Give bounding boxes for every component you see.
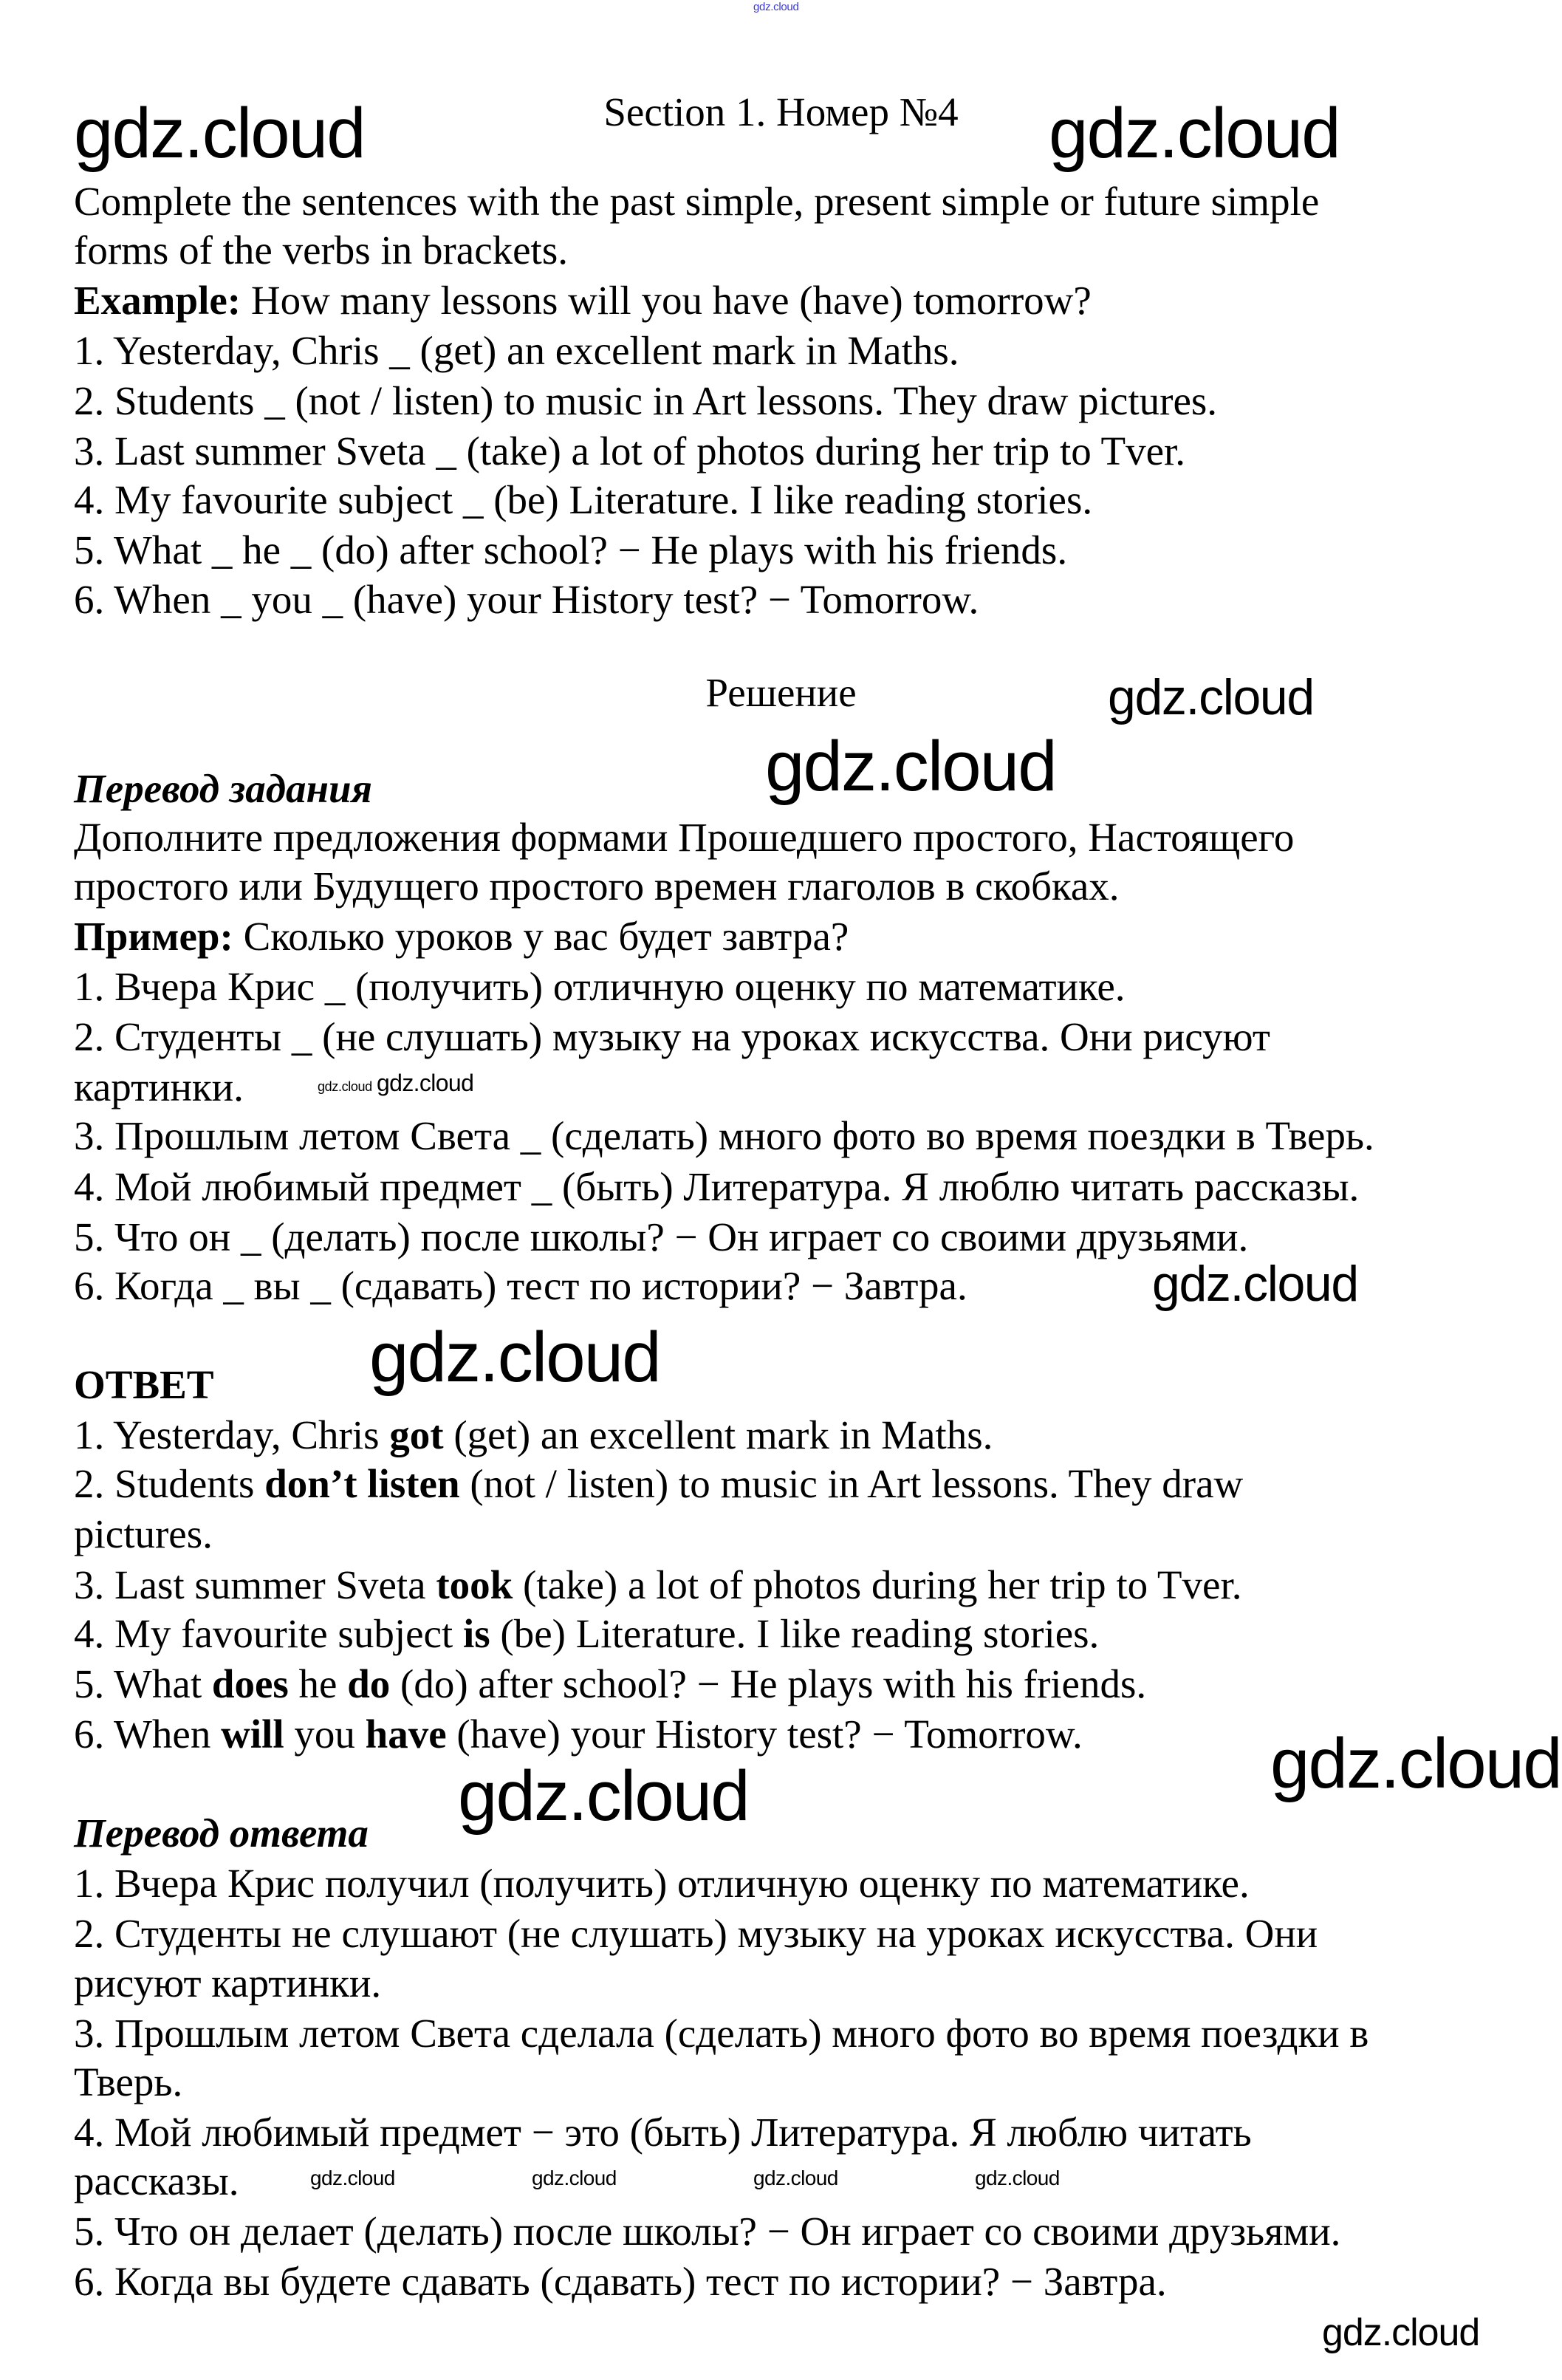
text-segment: 1. Вчера Крис _ (получить) отличную оценку по математике. — [74, 964, 1126, 1009]
text-segment: 6. Когда вы будете сдавать (сдавать) тест по истории? − Завтра. — [74, 2259, 1167, 2304]
watermark: gdz.cloud — [532, 2167, 617, 2189]
watermark: gdz.cloud — [975, 2167, 1060, 2189]
answer-translation-line — [74, 1958, 381, 2008]
translation-line — [74, 1261, 967, 1311]
text-segment: 6. Когда _ вы _ (сдавать) тест по истории? − Завтра. — [74, 1263, 967, 1308]
watermark: gdz.cloud — [1108, 669, 1314, 725]
task-line — [74, 376, 1217, 426]
page-title: Section 1. Номер №4 — [603, 89, 959, 134]
bold-text: have — [365, 1712, 447, 1757]
answers-line — [74, 1609, 1099, 1659]
text-segment: (take) a lot of photos during her trip to Tver. — [513, 1562, 1242, 1607]
text-segment: 5. What _ he _ (do) after school? − He plays with his friends. — [74, 527, 1068, 572]
translation-line — [74, 962, 1126, 1012]
solution-heading: Решение — [705, 670, 857, 715]
answer-translation-line — [74, 2257, 1167, 2307]
text-segment: 5. Что он делает (делать) после школы? − Он играет со своими друзьями. — [74, 2209, 1341, 2254]
watermark: gdz.cloud — [318, 1079, 372, 1094]
text-segment: 4. Мой любимый предмет − это (быть) Литература. Я люблю читать — [74, 2110, 1252, 2155]
answers-line — [74, 1560, 1241, 1610]
translation-line — [74, 1062, 244, 1112]
text-segment: 2. Студенты не слушают (не слушать) музыку на уроках искусства. Они — [74, 1911, 1318, 1956]
task-line — [74, 276, 1092, 326]
answer-translation-line — [74, 2206, 1340, 2257]
text-segment: (be) Literature. I like reading stories. — [490, 1611, 1100, 1656]
text-segment: 2. Students — [74, 1461, 265, 1506]
watermark: gdz.cloud — [1152, 1256, 1358, 1312]
watermark: gdz.cloud — [377, 1070, 474, 1096]
watermark: gdz.cloud — [1322, 2311, 1480, 2354]
text-segment: forms of the verbs in brackets. — [74, 228, 568, 273]
task-line — [74, 575, 979, 625]
watermark: gdz.cloud — [765, 727, 1056, 806]
answers-line — [74, 1459, 1243, 1509]
translation-line — [74, 1012, 1270, 1062]
answer-translation-line — [74, 2057, 182, 2107]
text-segment: 4. My favourite subject _ (be) Literature. I like reading stories. — [74, 477, 1093, 522]
text-segment: 3. Прошлым летом Света сделала (сделать) много фото во время поездки в — [74, 2011, 1369, 2056]
text-segment: 2. Студенты _ (не слушать) музыку на уроках искусства. Они рисуют — [74, 1014, 1270, 1059]
text-segment: простого или Будущего простого времен глаголов в скобках. — [74, 864, 1120, 909]
task-line — [74, 326, 959, 376]
text-segment: 6. When — [74, 1712, 222, 1757]
watermark: gdz.cloud — [369, 1318, 660, 1397]
text-segment: 2. Students _ (not / listen) to music in Art lessons. They draw pictures. — [74, 378, 1218, 423]
translation-line — [74, 912, 849, 962]
text-segment: (not / listen) to music in Art lessons. They draw — [459, 1461, 1244, 1506]
watermark: gdz.cloud — [74, 94, 365, 173]
task-line — [74, 225, 568, 276]
answer-translation-line — [74, 2008, 1369, 2059]
bold-text: do — [347, 1661, 391, 1706]
task-line — [74, 177, 1319, 227]
text-segment: 1. Yesterday, Chris — [74, 1412, 390, 1457]
bold-text: Пример: — [74, 914, 233, 959]
watermark: gdz.cloud — [310, 2167, 395, 2189]
text-segment: Complete the sentences with the past simple, present simple or future simple — [74, 179, 1320, 224]
text-segment: рисуют картинки. — [74, 1960, 382, 2005]
answers-line — [74, 1410, 993, 1460]
translation-line — [74, 813, 1294, 863]
text-segment: рассказы. — [74, 2158, 239, 2203]
text-segment: (get) an excellent mark in Maths. — [443, 1412, 993, 1457]
text-segment: 4. Мой любимый предмет _ (быть) Литература. Я люблю читать рассказы. — [74, 1164, 1360, 1209]
bold-text: is — [462, 1611, 490, 1656]
answer-translation-heading: Перевод ответа — [74, 1810, 369, 1856]
text-segment: pictures. — [74, 1511, 213, 1556]
task-line — [74, 525, 1067, 575]
watermark: gdz.cloud — [1049, 94, 1340, 173]
bold-text: don’t listen — [264, 1461, 460, 1506]
task-line — [74, 426, 1185, 476]
text-segment: 3. Last summer Sveta _ (take) a lot of photos during her trip to Tver. — [74, 428, 1186, 473]
bold-text: Example: — [74, 278, 242, 323]
answer-translation-line — [74, 2156, 239, 2206]
text-segment: Сколько уроков у вас будет завтра? — [233, 914, 849, 959]
bold-text: will — [221, 1712, 284, 1757]
bold-text: does — [211, 1661, 289, 1706]
text-segment: 5. Что он _ (делать) после школы? − Он играет со своими друзьями. — [74, 1214, 1249, 1259]
translation-line — [74, 1111, 1374, 1161]
text-segment: 3. Прошлым летом Света _ (сделать) много фото во время поездки в Тверь. — [74, 1113, 1374, 1158]
answer-heading: ОТВЕТ — [74, 1362, 214, 1407]
text-segment: How many lessons will you have (have) tomorrow? — [241, 278, 1092, 323]
bold-text: got — [389, 1412, 444, 1457]
text-segment: картинки. — [74, 1064, 244, 1109]
text-segment: you — [284, 1712, 366, 1757]
text-segment: (have) your History test? − Tomorrow. — [446, 1712, 1083, 1757]
answers-line — [74, 1659, 1146, 1709]
header-watermark: gdz.cloud — [753, 1, 799, 13]
answers-line — [74, 1709, 1083, 1760]
answers-line — [74, 1509, 213, 1559]
watermark: gdz.cloud — [753, 2167, 838, 2189]
text-segment: 6. When _ you _ (have) your History test? − Tomorrow. — [74, 577, 979, 622]
translation-line — [74, 1162, 1359, 1212]
text-segment: 1. Вчера Крис получил (получить) отличную оценку по математике. — [74, 1861, 1250, 1906]
bold-text: took — [436, 1562, 513, 1607]
text-segment: (do) after school? − He plays with his friends. — [390, 1661, 1147, 1706]
text-segment: 5. What — [74, 1661, 212, 1706]
answer-translation-line — [74, 2107, 1252, 2158]
translation-line — [74, 861, 1120, 912]
text-segment: 1. Yesterday, Chris _ (get) an excellent mark in Maths. — [74, 328, 959, 373]
text-segment: he — [288, 1661, 348, 1706]
watermark: gdz.cloud — [458, 1757, 749, 1836]
text-segment: 3. Last summer Sveta — [74, 1562, 436, 1607]
translation-heading: Перевод задания — [74, 766, 372, 811]
task-line — [74, 475, 1092, 525]
answer-translation-line — [74, 1858, 1250, 1909]
answer-translation-line — [74, 1909, 1318, 1959]
translation-line — [74, 1212, 1248, 1262]
text-segment: Дополните предложения формами Прошедшего простого, Настоящего — [74, 815, 1295, 860]
text-segment: 4. My favourite subject — [74, 1611, 463, 1656]
text-segment: Тверь. — [74, 2059, 183, 2104]
watermark: gdz.cloud — [1270, 1724, 1561, 1803]
